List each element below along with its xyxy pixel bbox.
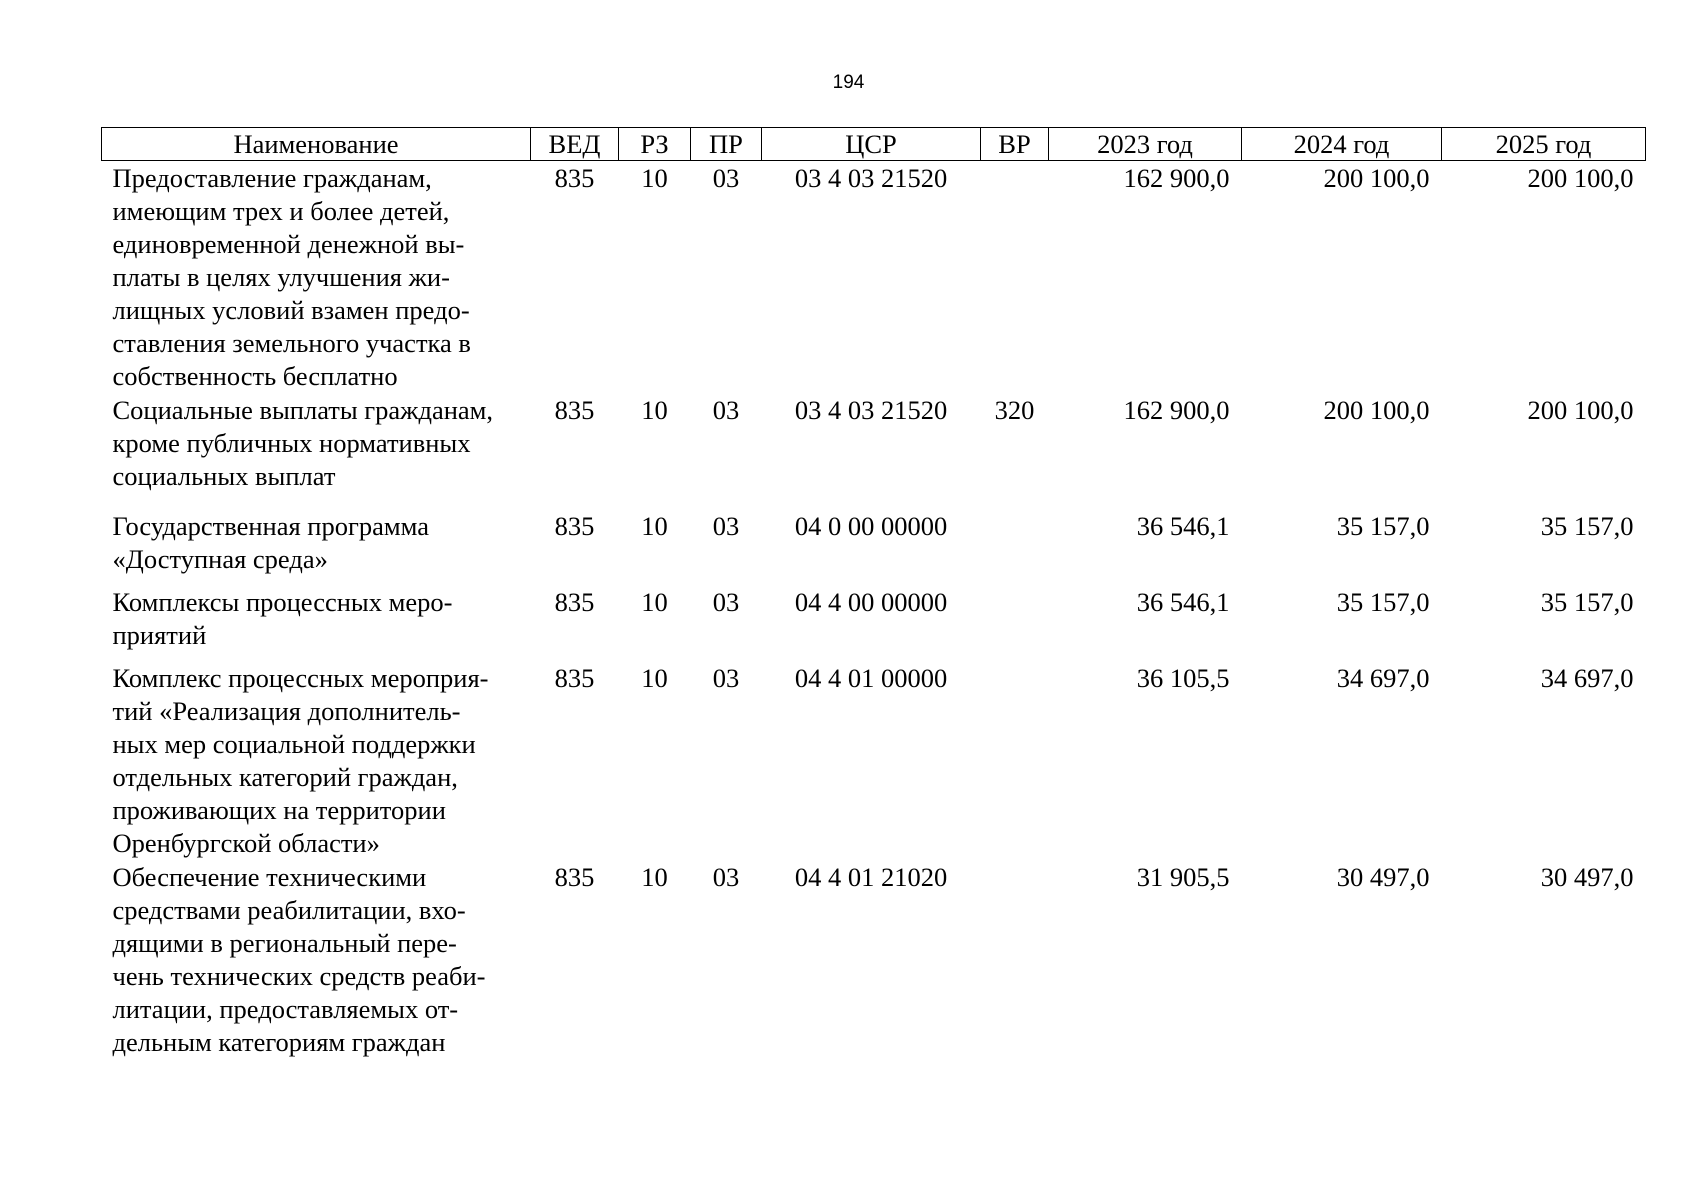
row-csr: 04 4 01 00000: [794, 663, 948, 693]
row-2023: 36 546,1: [1136, 587, 1230, 617]
page-number: 194: [832, 72, 865, 93]
row-name-line: Предоставление гражданам,: [112, 163, 432, 193]
row-ved: 835: [554, 862, 595, 892]
row-2025: 34 697,0: [1540, 663, 1634, 693]
header-2025: 2025 год: [1442, 128, 1646, 161]
row-name-line: дельным категориям граждан: [112, 1027, 446, 1057]
row-name-line: ставления земельного участка в: [112, 328, 471, 358]
table-row: [102, 661, 1646, 860]
row-pr: 03: [712, 395, 740, 425]
row-ved: 835: [554, 663, 595, 693]
table-row: [102, 860, 1646, 1059]
row-vr: [981, 161, 1049, 394]
row-pr: 03: [712, 862, 740, 892]
row-rz: 10: [641, 511, 668, 541]
row-csr: 04 0 00 00000: [794, 511, 948, 541]
row-2025: 35 157,0: [1540, 511, 1634, 541]
row-name-cell: [102, 161, 531, 394]
row-name-cell: [102, 860, 531, 1059]
row-name-line: Обеспечение техническими: [112, 862, 427, 892]
row-pr: 03: [712, 663, 740, 693]
row-name-line: Социальные выплаты гражданам,: [112, 395, 494, 425]
header-ved: ВЕД: [531, 128, 619, 161]
budget-table: [101, 127, 1646, 1059]
row-vr: [981, 585, 1049, 661]
header-name: Наименование: [102, 128, 531, 161]
row-pr: 03: [712, 511, 740, 541]
row-name-line: Государственная программа: [112, 511, 429, 541]
row-name-line: тий «Реализация дополнитель-: [112, 696, 461, 726]
row-2023: 31 905,5: [1136, 862, 1230, 892]
row-name-cell: [102, 661, 531, 860]
row-rz: 10: [641, 663, 668, 693]
row-name-cell: [102, 393, 531, 509]
row-name-line: имеющим трех и более детей,: [112, 196, 450, 226]
row-name-line: Комплексы процессных меро-: [112, 587, 453, 617]
table-header-row: [102, 128, 1646, 161]
row-name-line: проживающих на территории: [112, 795, 446, 825]
table-row: [102, 509, 1646, 585]
row-pr: 03: [712, 163, 740, 193]
row-ved: 835: [554, 163, 595, 193]
row-name-line: средствами реабилитации, вхо-: [112, 895, 466, 925]
row-rz: 10: [641, 395, 668, 425]
row-name-cell: [102, 585, 531, 661]
row-2023: 162 900,0: [1123, 395, 1230, 425]
header-2024: 2024 год: [1242, 128, 1442, 161]
header-pr: ПР: [691, 128, 762, 161]
row-name-line: ных мер социальной поддержки: [112, 729, 476, 759]
header-2023: 2023 год: [1049, 128, 1242, 161]
row-2024: 34 697,0: [1336, 663, 1430, 693]
row-vr: 320: [994, 395, 1035, 425]
row-rz: 10: [641, 862, 668, 892]
row-vr: [981, 860, 1049, 1059]
header-vr: ВР: [981, 128, 1049, 161]
row-2024: 200 100,0: [1323, 163, 1430, 193]
row-2024: 200 100,0: [1323, 395, 1430, 425]
header-csr: ЦСР: [762, 128, 981, 161]
table-row: [102, 393, 1646, 509]
row-2025: 200 100,0: [1527, 163, 1634, 193]
row-name-line: кроме публичных нормативных: [112, 428, 471, 458]
row-name-cell: [102, 509, 531, 585]
row-name-line: платы в целях улучшения жи-: [112, 262, 450, 292]
row-name-line: социальных выплат: [112, 461, 336, 491]
row-name-line: литации, предоставляемых от-: [112, 994, 459, 1024]
row-2024: 35 157,0: [1336, 587, 1430, 617]
row-2023: 162 900,0: [1123, 163, 1230, 193]
row-csr: 04 4 00 00000: [794, 587, 948, 617]
row-rz: 10: [641, 163, 668, 193]
row-2023: 36 546,1: [1136, 511, 1230, 541]
row-csr: 04 4 01 21020: [794, 862, 948, 892]
row-rz: 10: [641, 587, 668, 617]
row-name-line: Оренбургской области»: [112, 828, 380, 858]
row-name-line: чень технических средств реаби-: [112, 961, 486, 991]
row-csr: 03 4 03 21520: [794, 163, 948, 193]
row-name-line: собственность бесплатно: [112, 361, 398, 391]
row-ved: 835: [554, 511, 595, 541]
row-2025: 35 157,0: [1540, 587, 1634, 617]
row-name-line: дящими в региональный пере-: [112, 928, 457, 958]
table-row: [102, 585, 1646, 661]
row-vr: [981, 509, 1049, 585]
row-name-line: лищных условий взамен предо-: [112, 295, 470, 325]
row-2024: 30 497,0: [1336, 862, 1430, 892]
row-2025: 30 497,0: [1540, 862, 1634, 892]
row-csr: 03 4 03 21520: [794, 395, 948, 425]
table-row: [102, 161, 1646, 394]
row-2023: 36 105,5: [1136, 663, 1230, 693]
row-name-line: приятий: [112, 620, 207, 650]
row-vr: [981, 661, 1049, 860]
row-pr: 03: [712, 587, 740, 617]
row-2024: 35 157,0: [1336, 511, 1430, 541]
row-name-line: Комплекс процессных мероприя-: [112, 663, 489, 693]
header-rz: РЗ: [619, 128, 691, 161]
row-ved: 835: [554, 395, 595, 425]
row-name-line: единовременной денежной вы-: [112, 229, 465, 259]
row-name-line: отдельных категорий граждан,: [112, 762, 458, 792]
row-ved: 835: [554, 587, 595, 617]
row-name-line: «Доступная среда»: [112, 544, 328, 574]
row-2025: 200 100,0: [1527, 395, 1634, 425]
